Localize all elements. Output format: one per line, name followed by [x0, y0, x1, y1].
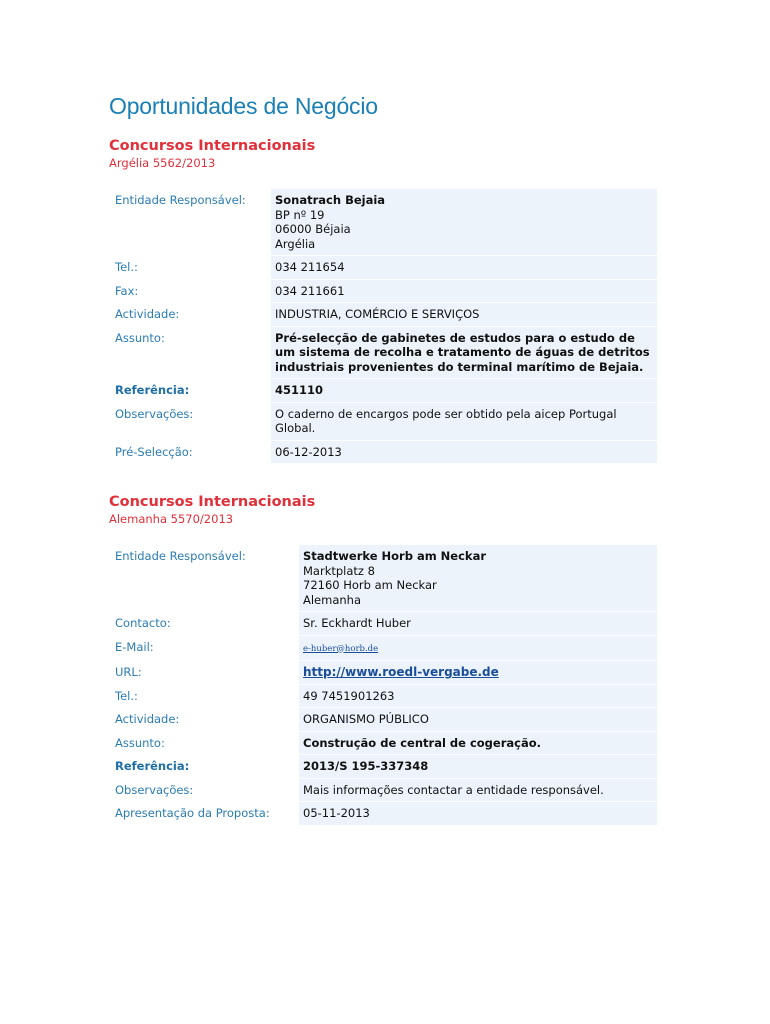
email-link[interactable]: e-huber@horb.de — [303, 643, 379, 654]
observacoes-value: O caderno de encargos pode ser obtido pela aicep Portugal Global. — [271, 403, 657, 440]
preseleccao-label: Pré-Selecção: — [115, 444, 193, 459]
apresentacao-row — [109, 802, 657, 825]
referencia-row — [109, 755, 657, 778]
tel-value: 034 211654 — [271, 256, 657, 279]
tel-label: Tel.: — [115, 688, 138, 703]
actividade-row — [109, 708, 657, 731]
referencia-value: 2013/S 195-337348 — [299, 755, 657, 778]
entidade-name: Stadtwerke Horb am Neckar — [303, 549, 487, 563]
section-1-table — [109, 189, 657, 464]
observacoes-value: Mais informações contactar a entidade responsável. — [299, 779, 657, 802]
url-row — [109, 661, 657, 684]
observacoes-label: Observações: — [115, 406, 194, 421]
entidade-label: Entidade Responsável: — [115, 193, 246, 207]
entidade-address-line: Argélia — [275, 236, 316, 251]
entidade-address-line: 06000 Béjaia — [275, 222, 351, 236]
fax-value: 034 211661 — [271, 280, 657, 303]
assunto-value: Construção de central de cogeração. — [299, 732, 657, 755]
preseleccao-value: 06-12-2013 — [271, 441, 657, 464]
entidade-row — [109, 189, 657, 255]
section-1-subtitle: Argélia 5562/2013 — [109, 156, 216, 170]
page-title: Oportunidades de Negócio — [109, 93, 378, 119]
assunto-value: Pré-selecção de gabinetes de estudos para o estudo de um sistema de recolha e tratamento de águas de detritos industriais provenientes do terminal marítimo de Bejaia. — [271, 327, 657, 379]
fax-label: Fax: — [115, 283, 139, 298]
section-1-title: Concursos Internacionais — [109, 138, 316, 154]
referencia-label: Referência: — [115, 759, 190, 773]
section-2-subtitle: Alemanha 5570/2013 — [109, 512, 234, 526]
entidade-name: Sonatrach Bejaia — [275, 193, 386, 207]
tel-row — [109, 685, 657, 708]
referencia-label: Referência: — [115, 383, 190, 397]
assunto-row — [109, 327, 657, 379]
actividade-label: Actividade: — [115, 307, 180, 321]
tel-row — [109, 256, 657, 279]
assunto-label: Assunto: — [115, 330, 165, 345]
url-link[interactable]: http://www.roedl-vergabe.de — [303, 665, 499, 679]
section-2-table — [109, 545, 657, 826]
actividade-row — [109, 303, 657, 326]
entidade-value — [299, 545, 657, 611]
referencia-value: 451110 — [271, 379, 657, 402]
observacoes-label: Observações: — [115, 782, 194, 797]
actividade-value: ORGANISMO PÚBLICO — [299, 708, 657, 731]
contacto-row — [109, 612, 657, 635]
observacoes-row — [109, 779, 657, 802]
url-label: URL: — [115, 665, 142, 679]
entidade-row — [109, 545, 657, 611]
actividade-value: INDUSTRIA, COMÉRCIO E SERVIÇOS — [271, 303, 657, 326]
email-value — [299, 636, 657, 661]
entidade-address-line: BP nº 19 — [275, 207, 325, 222]
section-2-title: Concursos Internacionais — [109, 494, 316, 510]
referencia-row — [109, 379, 657, 402]
preseleccao-row — [109, 441, 657, 464]
url-value — [299, 661, 657, 684]
apresentacao-label: Apresentação da Proposta: — [115, 806, 270, 820]
contacto-value: Sr. Eckhardt Huber — [299, 612, 657, 635]
email-row — [109, 636, 657, 661]
fax-row — [109, 280, 657, 303]
entidade-label: Entidade Responsável: — [115, 549, 246, 563]
apresentacao-value: 05-11-2013 — [299, 802, 657, 825]
tel-label: Tel.: — [115, 260, 138, 274]
assunto-label: Assunto: — [115, 735, 165, 750]
entidade-address-line: 72160 Horb am Neckar — [303, 578, 437, 592]
observacoes-row — [109, 403, 657, 440]
tel-value: 49 7451901263 — [299, 685, 657, 708]
entidade-value — [271, 189, 657, 255]
entidade-address-line: Alemanha — [303, 592, 362, 607]
entidade-address-line: Marktplatz 8 — [303, 563, 375, 578]
assunto-row — [109, 732, 657, 755]
actividade-label: Actividade: — [115, 712, 180, 726]
contacto-label: Contacto: — [115, 616, 171, 630]
email-label: E-Mail: — [115, 639, 154, 654]
